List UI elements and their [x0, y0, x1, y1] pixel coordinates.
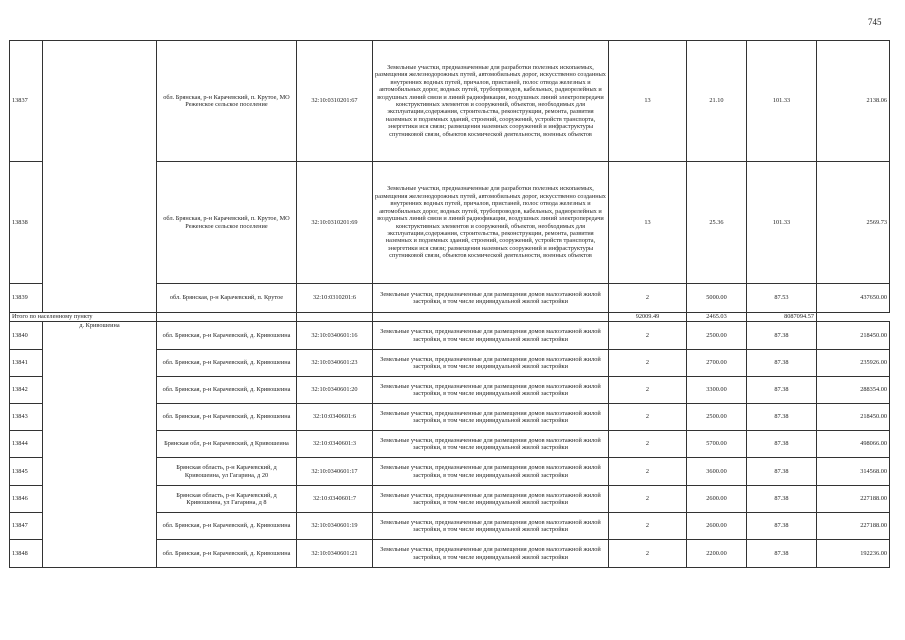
- row-number: 13839: [10, 284, 43, 313]
- cadastral-number: 32:10:0340601:20: [297, 377, 373, 404]
- value-cell: 437650.00: [817, 284, 890, 313]
- table-row: [10, 322, 890, 350]
- location-cell: Брянская обл, р-н Карачевский, д Кривошеина: [157, 431, 297, 458]
- row-number: 13843: [10, 404, 43, 431]
- land-use-cell: Земельные участки, предназначенные для размещения домов малоэтажной жилой застройки, в том числе индивидуальной жилой застройки: [373, 350, 609, 377]
- cadastral-number: 32:10:0340601:6: [297, 404, 373, 431]
- area-cell: 21.10: [687, 41, 747, 162]
- total-row: [10, 313, 890, 322]
- rate-cell: 87.38: [747, 486, 817, 513]
- category-code: 2: [609, 513, 687, 540]
- area-cell: 2500.00: [687, 322, 747, 350]
- category-code: 13: [609, 41, 687, 162]
- page-number: 745: [868, 17, 882, 27]
- value-cell: 218450.00: [817, 322, 890, 350]
- rate-cell: 87.38: [747, 377, 817, 404]
- category-code: 2: [609, 322, 687, 350]
- locality-name: д. Кривошеина: [43, 322, 157, 568]
- land-use-cell: Земельные участки, предназначенные для разработки полезных ископаемых, размещения железнодорожных путей, автомобильных дорог, искусственно созданных внутренних водных путей, причалов, пристаней, полос отвода железных и автомобильных дорог, водных путей, трубопроводов, кабельных, радиорелейных и воздушных линий связи и линий радиофикации, воздушных линий электропередачи конструктивных элементов и сооружений, объектов, необходимых для эксплуатации,содержания, строительства, реконструкции, ремонта, развития наземных и подземных зданий, строений, сооружений, устройств транспорта, энергетики ися связи; размещения наземных сооружений и инфраструктуры спутниковой связи, объектов космической деятельности, военных объектов: [373, 41, 609, 162]
- location-cell: обл. Брянская, р-н Карачевский, д. Кривошеина: [157, 513, 297, 540]
- total-label: Итого по населенному пункту: [10, 313, 157, 322]
- cadastral-number: 32:10:0340601:21: [297, 540, 373, 568]
- row-number: 13845: [10, 458, 43, 486]
- cadastral-number: 32:10:0340601:19: [297, 513, 373, 540]
- cadastral-number: 32:10:0340601:17: [297, 458, 373, 486]
- value-cell: 235926.00: [817, 350, 890, 377]
- land-use-cell: Земельные участки, предназначенные для размещения домов малоэтажной жилой застройки, в том числе индивидуальной жилой застройки: [373, 458, 609, 486]
- row-number: 13844: [10, 431, 43, 458]
- location-cell: обл. Брянская, р-н Карачевский, п. Крутое, МО Реженское сельское поселение: [157, 162, 297, 284]
- location-cell: обл. Брянская, р-н Карачевский, д. Кривошеина: [157, 404, 297, 431]
- area-cell: 2600.00: [687, 486, 747, 513]
- row-number: 13847: [10, 513, 43, 540]
- area-cell: 2600.00: [687, 513, 747, 540]
- value-cell: 498066.00: [817, 431, 890, 458]
- rate-cell: 87.38: [747, 322, 817, 350]
- value-cell: 2569.73: [817, 162, 890, 284]
- category-code: 2: [609, 350, 687, 377]
- category-code: 2: [609, 404, 687, 431]
- value-cell: 288354.00: [817, 377, 890, 404]
- category-code: 2: [609, 540, 687, 568]
- category-code: 13: [609, 162, 687, 284]
- location-cell: Брянская область, р-н Карачевский, д Кривошеина, ул Гагарина, д 20: [157, 458, 297, 486]
- category-code: 2: [609, 377, 687, 404]
- location-cell: обл. Брянская, р-н Карачевский, п. Крутое: [157, 284, 297, 313]
- row-number: 13837: [10, 41, 43, 162]
- value-cell: 218450.00: [817, 404, 890, 431]
- row-number: 13846: [10, 486, 43, 513]
- land-plots-table: [9, 40, 890, 568]
- cadastral-number: 32:10:0310201:67: [297, 41, 373, 162]
- row-number: 13848: [10, 540, 43, 568]
- area-cell: 3600.00: [687, 458, 747, 486]
- category-code: 2: [609, 486, 687, 513]
- rate-cell: 87.53: [747, 284, 817, 313]
- total-area: 92009.49: [609, 313, 687, 322]
- total-rate: 2465.03: [687, 313, 747, 322]
- area-cell: 5700.00: [687, 431, 747, 458]
- value-cell: 2138.06: [817, 41, 890, 162]
- land-use-cell: Земельные участки, предназначенные для разработки полезных ископаемых, размещения железнодорожных путей, автомобильных дорог, искусственно созданных внутренних водных путей, причалов, пристаней, полос отвода железных и автомобильных дорог, водных путей, трубопроводов, кабельных, радиорелейных и воздушных линий связи и линий радиофикации, воздушных линий электропередачи конструктивных элементов и сооружений, объектов, необходимых для эксплуатации,содержания, строительства, реконструкции, ремонта, развития наземных и подземных зданий, строений, сооружений, устройств транспорта, энергетики ися связи; размещения наземных сооружений и инфраструктуры спутниковой связи, объектов космической деятельности, военных объектов: [373, 162, 609, 284]
- location-cell: обл. Брянская, р-н Карачевский, д. Кривошеина: [157, 322, 297, 350]
- area-cell: 2700.00: [687, 350, 747, 377]
- land-use-cell: Земельные участки, предназначенные для размещения домов малоэтажной жилой застройки, в том числе индивидуальной жилой застройки: [373, 404, 609, 431]
- row-number: 13838: [10, 162, 43, 284]
- rate-cell: 87.38: [747, 431, 817, 458]
- total-value: 8087094.57: [747, 313, 817, 322]
- cadastral-number: 32:10:0340601:3: [297, 431, 373, 458]
- value-cell: 227188.00: [817, 513, 890, 540]
- location-cell: обл. Брянская, р-н Карачевский, д. Кривошеина: [157, 540, 297, 568]
- land-use-cell: Земельные участки, предназначенные для размещения домов малоэтажной жилой застройки, в том числе индивидуальной жилой застройки: [373, 431, 609, 458]
- value-cell: 192236.00: [817, 540, 890, 568]
- area-cell: 2200.00: [687, 540, 747, 568]
- area-cell: 5000.00: [687, 284, 747, 313]
- cadastral-number: 32:10:0340601:7: [297, 486, 373, 513]
- location-cell: обл. Брянская, р-н Карачевский, д. Кривошеина: [157, 350, 297, 377]
- rate-cell: 87.38: [747, 540, 817, 568]
- location-cell: обл. Брянская, р-н Карачевский, д. Кривошеина: [157, 377, 297, 404]
- cadastral-number: 32:10:0340601:16: [297, 322, 373, 350]
- rate-cell: 101.33: [747, 162, 817, 284]
- cadastral-number: 32:10:0340601:23: [297, 350, 373, 377]
- land-use-cell: Земельные участки, предназначенные для размещения домов малоэтажной жилой застройки, в том числе индивидуальной жилой застройки: [373, 284, 609, 313]
- category-code: 2: [609, 458, 687, 486]
- row-number: 13842: [10, 377, 43, 404]
- value-cell: 227188.00: [817, 486, 890, 513]
- land-use-cell: Земельные участки, предназначенные для размещения домов малоэтажной жилой застройки, в том числе индивидуальной жилой застройки: [373, 377, 609, 404]
- area-cell: 2500.00: [687, 404, 747, 431]
- rate-cell: 87.38: [747, 458, 817, 486]
- category-code: 2: [609, 284, 687, 313]
- locality-cell: [43, 41, 157, 313]
- cadastral-number: 32:10:0310201:69: [297, 162, 373, 284]
- area-cell: 25.36: [687, 162, 747, 284]
- value-cell: 314568.00: [817, 458, 890, 486]
- land-use-cell: Земельные участки, предназначенные для размещения домов малоэтажной жилой застройки, в том числе индивидуальной жилой застройки: [373, 540, 609, 568]
- rate-cell: 87.38: [747, 350, 817, 377]
- land-use-cell: Земельные участки, предназначенные для размещения домов малоэтажной жилой застройки, в том числе индивидуальной жилой застройки: [373, 322, 609, 350]
- location-cell: обл. Брянская, р-н Карачевский, п. Крутое, МО Реженское сельское поселение: [157, 41, 297, 162]
- location-cell: Брянская область, р-н Карачевский, д Кривошеина, ул Гагарина, д 8: [157, 486, 297, 513]
- row-number: 13840: [10, 322, 43, 350]
- rate-cell: 101.33: [747, 41, 817, 162]
- land-use-cell: Земельные участки, предназначенные для размещения домов малоэтажной жилой застройки, в том числе индивидуальной жилой застройки: [373, 486, 609, 513]
- rate-cell: 87.38: [747, 404, 817, 431]
- category-code: 2: [609, 431, 687, 458]
- cadastral-number: 32:10:0310201:6: [297, 284, 373, 313]
- land-use-cell: Земельные участки, предназначенные для размещения домов малоэтажной жилой застройки, в том числе индивидуальной жилой застройки: [373, 513, 609, 540]
- area-cell: 3300.00: [687, 377, 747, 404]
- table-row: [10, 41, 890, 162]
- rate-cell: 87.38: [747, 513, 817, 540]
- row-number: 13841: [10, 350, 43, 377]
